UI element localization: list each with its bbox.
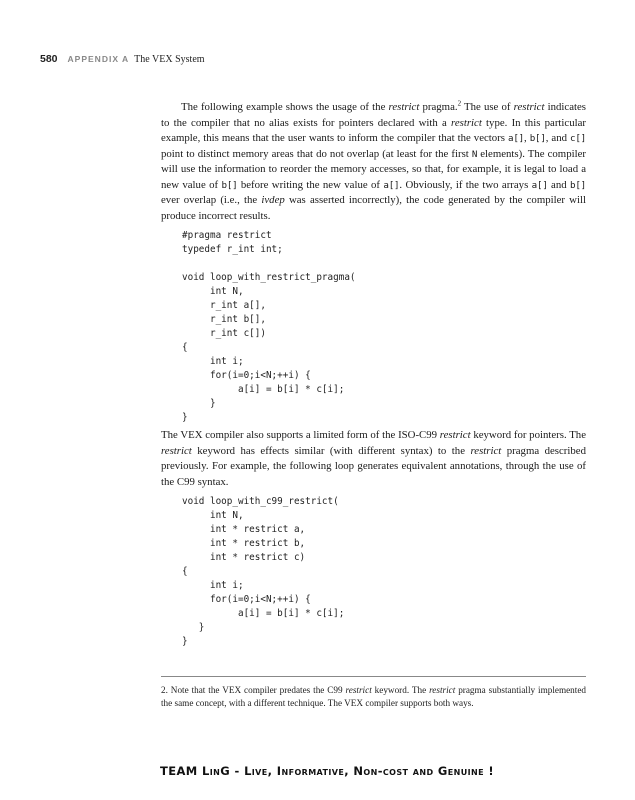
code-line: a[i] = b[i] * c[i]; (182, 384, 345, 395)
code-line: typedef r_int int; (182, 244, 283, 255)
code-line: { (182, 342, 188, 353)
page-body (161, 100, 586, 652)
code-line: void loop_with_restrict_pragma( (182, 272, 356, 283)
code-line: } (182, 622, 205, 633)
code-line: int * restrict a, (182, 524, 306, 535)
code-line: { (182, 566, 188, 577)
code-line: int N, (182, 286, 244, 297)
footnote: 2. Note that the VEX compiler predates the C99 restrict keyword. The restrict pragma substantially implemented the same concept, with a different technique. The VEX compiler supports both ways. (161, 676, 586, 710)
paragraph-c99-restrict: The VEX compiler also supports a limited form of the ISO-C99 restrict keyword for pointers. The restrict keyword has effects similar (with different syntax) to the restrict pragma described previously. For example, the following loop generates equivalent annotations, through the use of the C99 syntax. (161, 429, 586, 488)
code-line: int N, (182, 510, 244, 521)
code-line: } (182, 398, 216, 409)
code-line: #pragma restrict (182, 230, 272, 241)
code-line: r_int a[], (182, 300, 266, 311)
chapter-title: The VEX System (134, 54, 205, 65)
code-line: for(i=0;i<N;++i) { (182, 370, 311, 381)
code-line: void loop_with_c99_restrict( (182, 496, 339, 507)
paragraph-restrict-pragma: The following example shows the usage of the restrict pragma.$^2$ The use of restrict indicates to the compiler that no alias exists for pointers declared with a restrict type. In this particular example, this means that the user wants to inform the compiler that the vectors a[], b[], and c[] point to distinct memory areas that do not overlap (at least for the first N elements). The compiler will use the information to reorder the memory accesses, so that, for example, it is legal to load a new value of b[] before writing the new value of a[]. Obviously, if the two arrays a[] and b[] ever overlap (i.e., the ivdep was asserted incorrectly), the code generated by the compiler will produce incorrect results. (161, 99, 587, 222)
code-block-restrict-pragma (182, 229, 586, 425)
code-line: int i; (182, 580, 244, 591)
footnote-ref: 2 (457, 99, 462, 108)
running-header (40, 53, 205, 65)
code-line: int i; (182, 356, 244, 367)
code-line: r_int b[], (182, 314, 266, 325)
appendix-label: APPENDIX A (67, 54, 130, 64)
code-line: for(i=0;i<N;++i) { (182, 594, 311, 605)
watermark: TEAM LinG - Live, Informative, Non-cost and Genuine ! (160, 764, 494, 778)
code-line: r_int c[]) (182, 328, 266, 339)
page-number: 580 (40, 53, 58, 65)
code-line: a[i] = b[i] * c[i]; (182, 608, 345, 619)
code-block-c99-restrict (182, 495, 586, 649)
code-line: } (182, 636, 188, 647)
code-line: } (182, 412, 188, 423)
code-line (182, 257, 586, 271)
code-line: int * restrict c) (182, 552, 306, 563)
code-line: int * restrict b, (182, 538, 306, 549)
